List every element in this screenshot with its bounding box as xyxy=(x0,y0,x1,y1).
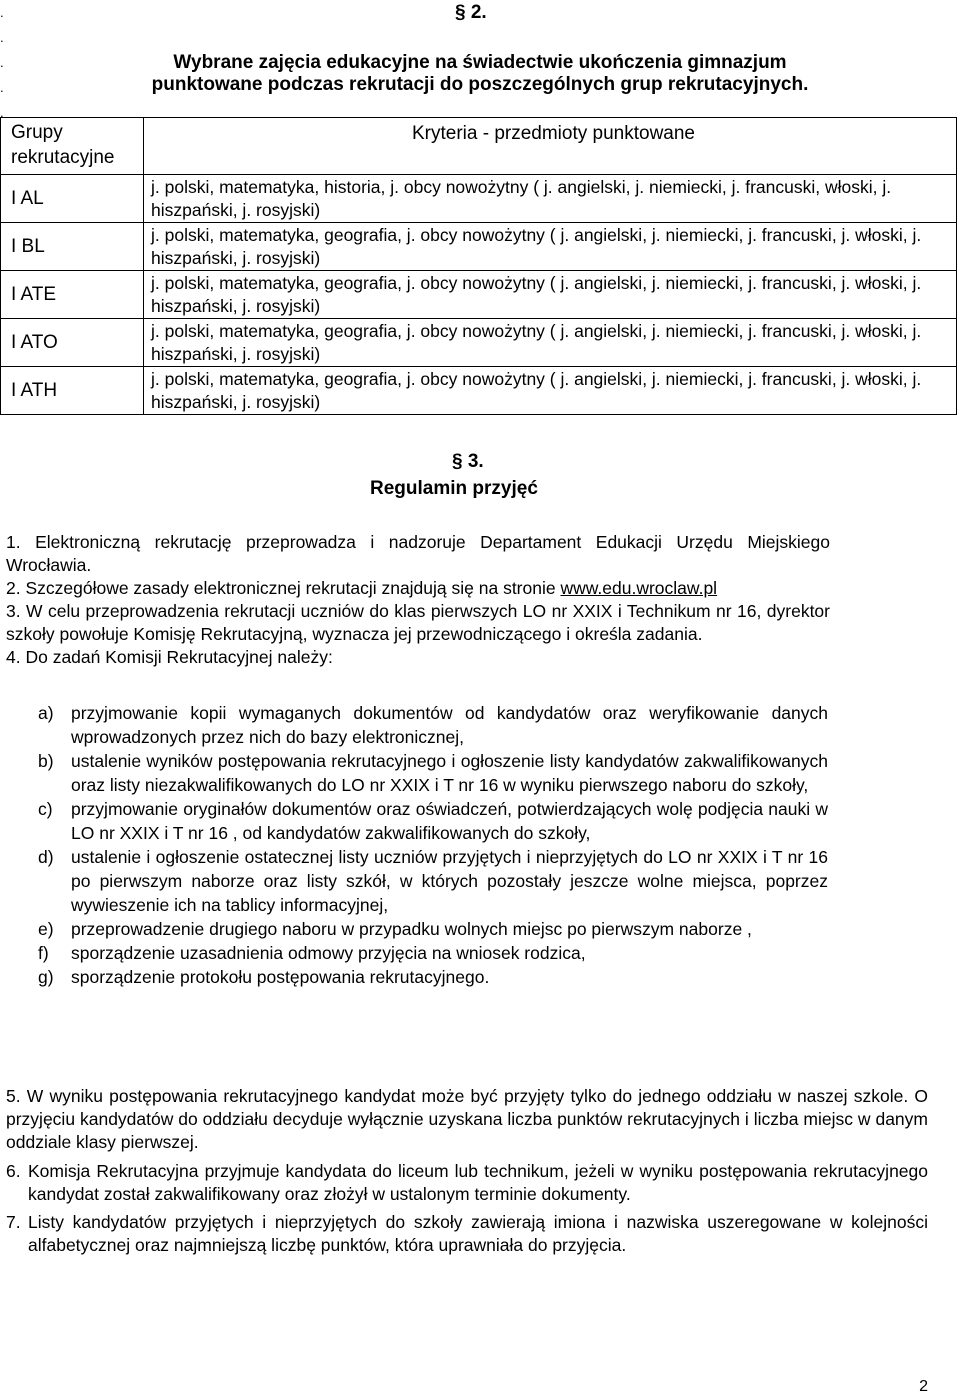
list-item xyxy=(38,797,828,845)
list-item-key: c) xyxy=(38,799,53,819)
list-item-text: sporządzenie protokołu postępowania rekrutacyjnego. xyxy=(71,967,490,987)
section-3-heading: § 3. xyxy=(452,451,484,472)
list-item xyxy=(38,749,828,797)
list-item-key: g) xyxy=(38,967,54,987)
list-item xyxy=(38,965,828,989)
list-item-text: sporządzenie uzasadnienia odmowy przyjęcia na wniosek rodzica, xyxy=(71,943,586,963)
intro-title xyxy=(60,52,900,96)
list-item xyxy=(38,701,828,749)
paragraph-4: 4. Do zadań Komisji Rekrutacyjnej należy: xyxy=(6,647,333,667)
list-item xyxy=(38,941,828,965)
list-item-text: ustalenie wyników postępowania rekrutacyjnego i ogłoszenie listy kandydatów zakwalifikowanych oraz listy niezakwalifikowanych do LO nr XXIX i T nr 16 w wyniku pierwszego naboru do szkoły, xyxy=(71,751,828,795)
list-item-key: e) xyxy=(38,919,54,939)
paragraph-2 xyxy=(6,577,830,600)
intro-title-line1: Wybrane zajęcia edukacyjne na świadectwie ukończenia gimnazjum xyxy=(173,52,787,73)
list-item-text: Komisja Rekrutacyjna przyjmuje kandydata do liceum lub technikum, jeżeli w wyniku postępowania rekrutacyjnego kandydat został zakwalifikowany oraz złożył w ustalonym terminie dokumenty. xyxy=(28,1161,928,1204)
list-item-text: przyjmowanie kopii wymaganych dokumentów od kandydatów oraz weryfikowanie danych wprowadzonych przez nich do bazy elektronicznej, xyxy=(71,703,828,747)
criteria-cell: j. polski, matematyka, historia, j. obcy nowożytny ( j. angielski, j. niemiecki, j. francuski, włoski, j. hiszpański, j. rosyjski) xyxy=(144,175,957,223)
header-groups: Grupy rekrutacyjne xyxy=(1,118,144,175)
list-item-key: 6. xyxy=(6,1161,21,1181)
list-item-key: d) xyxy=(38,847,54,867)
margin-dots: . . . . . xyxy=(0,5,4,120)
tasks-list xyxy=(38,701,828,989)
regulations-intro xyxy=(6,531,830,669)
list-item-text: ustalenie i ogłoszenie ostatecznej listy uczniów przyjętych i nieprzyjętych do LO nr XXIX i T nr 16 po pierwszym naborze oraz listy szkół, w których pozostały jeszcze wolne miejsca, poprzez wywieszenie ich na tablicy informacyjnej, xyxy=(71,847,828,915)
intro-title-line2: punktowane podczas rekrutacji do poszczególnych grup rekrutacyjnych. xyxy=(151,74,809,95)
group-cell: I ATE xyxy=(1,271,144,319)
group-cell: I ATO xyxy=(1,319,144,367)
criteria-cell: j. polski, matematyka, geografia, j. obcy nowożytny ( j. angielski, j. niemiecki, j. francuski, j. włoski, j. hiszpański, j. rosyjski) xyxy=(144,223,957,271)
table-row xyxy=(1,367,957,415)
list-item xyxy=(6,1211,928,1257)
table-row xyxy=(1,271,957,319)
group-cell: I ATH xyxy=(1,367,144,415)
list-item-text: przeprowadzenie drugiego naboru w przypadku wolnych miejsc po pierwszym naborze , xyxy=(71,919,752,939)
criteria-table xyxy=(0,117,957,415)
section-3-title: Regulamin przyjęć xyxy=(370,478,538,499)
numbered-items xyxy=(6,1160,928,1262)
group-cell: I BL xyxy=(1,223,144,271)
criteria-cell: j. polski, matematyka, geografia, j. obcy nowożytny ( j. angielski, j. niemiecki, j. francuski, j. włoski, j. hiszpański, j. rosyjski) xyxy=(144,367,957,415)
list-item-key: 7. xyxy=(6,1212,21,1232)
list-item xyxy=(38,917,828,941)
paragraph-5-block xyxy=(6,1085,928,1154)
criteria-cell: j. polski, matematyka, geografia, j. obcy nowożytny ( j. angielski, j. niemiecki, j. francuski, j. włoski, j. hiszpański, j. rosyjski) xyxy=(144,319,957,367)
table-row xyxy=(1,175,957,223)
list-item-text: Listy kandydatów przyjętych i nieprzyjętych do szkoły zawierają imiona i nazwiska uszeregowane w kolejności alfabetycznej oraz najmniejszą liczbę punktów, która uprawniała do przyjęcia. xyxy=(28,1212,928,1255)
paragraph-3: 3. W celu przeprowadzenia rekrutacji uczniów do klas pierwszych LO nr XXIX i Technikum nr 16, dyrektor szkoły powołuje Komisję Rekrutacyjną, wyznacza jej przewodniczącego i określa zadania. xyxy=(6,601,830,644)
list-item-key: f) xyxy=(38,943,49,963)
edu-wroclaw-link[interactable]: www.edu.wroclaw.pl xyxy=(560,578,718,598)
list-item xyxy=(6,1160,928,1206)
header-criteria: Kryteria - przedmioty punktowane xyxy=(144,118,957,175)
list-item xyxy=(38,845,828,917)
group-cell: I AL xyxy=(1,175,144,223)
table-row xyxy=(1,319,957,367)
paragraph-5: 5. W wyniku postępowania rekrutacyjnego kandydat może być przyjęty tylko do jednego oddziału w naszej szkole. O przyjęciu kandydatów do oddziału decyduje wyłącznie uzyskana liczba punktów rekrutacyjnych i liczba miejsc w danym oddziale klasy pierwszej. xyxy=(6,1086,928,1152)
table-header-row xyxy=(1,118,957,175)
section-2-heading: § 2. xyxy=(455,2,487,23)
table-row xyxy=(1,223,957,271)
list-item-text: przyjmowanie oryginałów dokumentów oraz oświadczeń, potwierdzających wolę podjęcia nauki w LO nr XXIX i T nr 16 , od kandydatów zakwalifikowanych do szkoły, xyxy=(71,799,828,843)
page-number: 2 xyxy=(919,1378,928,1395)
list-item-key: b) xyxy=(38,751,54,771)
list-item-key: a) xyxy=(38,703,54,723)
paragraph-2-text: 2. Szczegółowe zasady elektronicznej rekrutacji znajdują się na stronie xyxy=(6,578,561,598)
criteria-cell: j. polski, matematyka, geografia, j. obcy nowożytny ( j. angielski, j. niemiecki, j. francuski, j. włoski, j. hiszpański, j. rosyjski) xyxy=(144,271,957,319)
paragraph-1: 1. Elektroniczną rekrutację przeprowadza i nadzoruje Departament Edukacji Urzędu Miejskiego Wrocławia. xyxy=(6,532,830,575)
